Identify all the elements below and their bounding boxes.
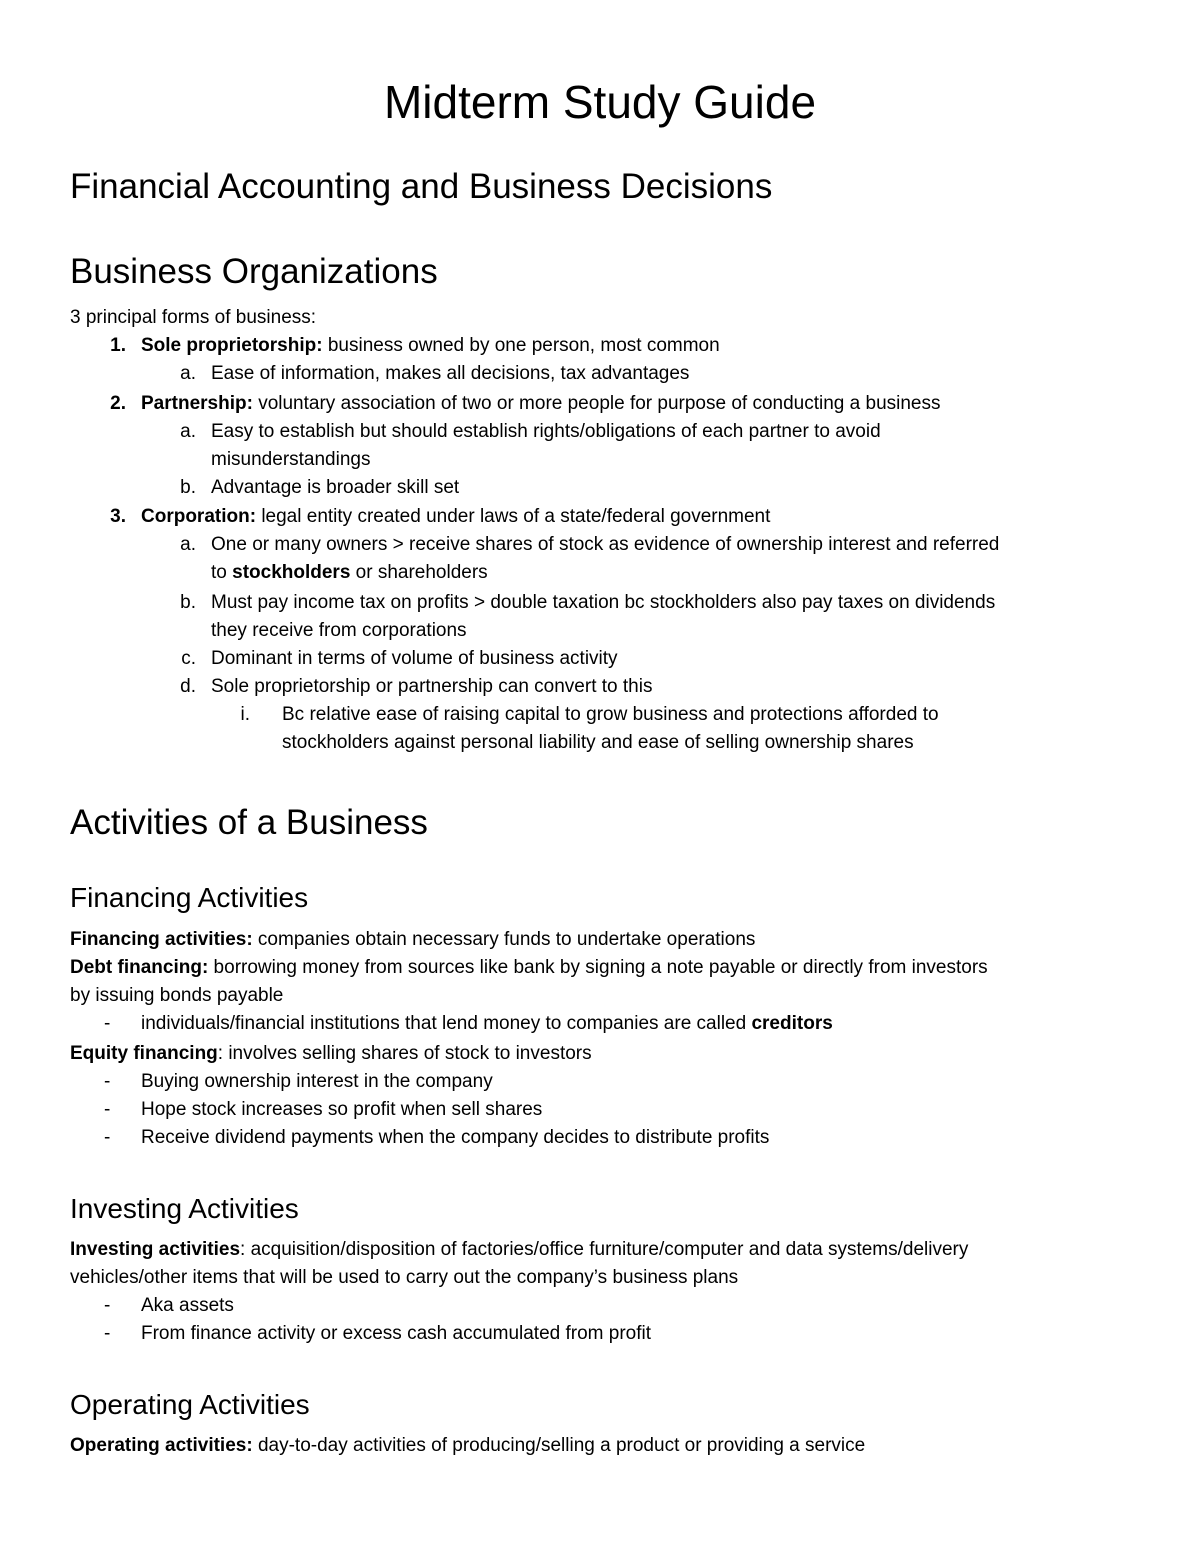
definition: : acquisition/disposition of factories/office furniture/computer and data systems/delivery — [240, 1239, 969, 1260]
list-item-partnership — [141, 390, 940, 418]
term: Corporation: — [141, 506, 257, 527]
term: Partnership: — [141, 393, 253, 414]
definition: voluntary association of two or more people for purpose of conducting a business — [252, 393, 941, 414]
equity-financing-definition — [70, 1040, 592, 1068]
sub-marker: a. — [180, 534, 196, 555]
sub-marker: d. — [180, 676, 196, 697]
sub-marker: a. — [180, 421, 196, 442]
investing-definition — [70, 1236, 968, 1264]
definition: companies obtain necessary funds to undertake operations — [252, 929, 756, 950]
list-number: 1. — [110, 335, 126, 356]
bullet-text — [141, 1010, 833, 1038]
bullet-text: Hope stock increases so profit when sell shares — [141, 1099, 543, 1120]
sub-item-text: Advantage is broader skill set — [211, 477, 460, 498]
text-segment: individuals/financial institutions that lend money to companies are called — [141, 1013, 752, 1034]
business-organizations-heading: Business Organizations — [70, 252, 438, 291]
operating-heading: Operating Activities — [70, 1389, 310, 1420]
term-creditors: creditors — [751, 1013, 833, 1034]
bullet-dash: - — [104, 1099, 111, 1120]
financing-definition — [70, 926, 755, 954]
sub-item-text: Ease of information, makes all decisions, tax advantages — [211, 363, 690, 384]
list-number: 3. — [110, 506, 126, 527]
term: Equity financing — [70, 1043, 218, 1064]
activities-heading: Activities of a Business — [70, 803, 428, 842]
sub-item-text: One or many owners > receive shares of stock as evidence of ownership interest and referred — [211, 534, 1000, 555]
sub-sub-marker: i. — [240, 704, 250, 725]
sub-sub-item-text: Bc relative ease of raising capital to grow business and protections afforded to — [282, 704, 939, 725]
term: Investing activities — [70, 1239, 241, 1260]
operating-definition — [70, 1432, 865, 1460]
document-title: Midterm Study Guide — [383, 76, 817, 128]
bullet-text: Buying ownership interest in the company — [141, 1071, 493, 1092]
bullet-dash: - — [104, 1071, 111, 1092]
sub-item-text: Easy to establish but should establish rights/obligations of each partner to avoid — [211, 421, 881, 442]
list-item-corporation — [141, 503, 770, 531]
investing-heading: Investing Activities — [70, 1193, 299, 1224]
definition: legal entity created under laws of a state/federal government — [256, 506, 771, 527]
bullet-text: Aka assets — [141, 1295, 234, 1316]
sub-item-text — [211, 559, 488, 587]
definition: borrowing money from sources like bank by signing a note payable or directly from investors — [208, 957, 988, 978]
term-stockholders: stockholders — [232, 562, 351, 583]
bullet-dash: - — [104, 1323, 111, 1344]
text-segment: to — [211, 562, 233, 583]
bullet-dash: - — [104, 1295, 111, 1316]
term: Financing activities: — [70, 929, 253, 950]
list-item-sole-proprietorship — [141, 332, 720, 360]
sub-item-text: Sole proprietorship or partnership can convert to this — [211, 676, 653, 697]
financing-heading: Financing Activities — [70, 882, 309, 913]
sub-marker: b. — [180, 592, 196, 613]
sub-marker: b. — [180, 477, 196, 498]
sub-marker: c. — [181, 648, 196, 669]
term: Debt financing: — [70, 957, 209, 978]
forms-intro: 3 principal forms of business: — [70, 307, 317, 328]
sub-item-text: misunderstandings — [211, 449, 371, 470]
term: Sole proprietorship: — [141, 335, 323, 356]
definition: day-to-day activities of producing/selling a product or providing a service — [252, 1435, 866, 1456]
definition: business owned by one person, most common — [322, 335, 720, 356]
definition: : involves selling shares of stock to investors — [217, 1043, 592, 1064]
text-segment: or shareholders — [350, 562, 488, 583]
bullet-dash: - — [104, 1013, 111, 1034]
bullet-text: Receive dividend payments when the company decides to distribute profits — [141, 1127, 770, 1148]
sub-item-text: Dominant in terms of volume of business activity — [211, 648, 618, 669]
bullet-text: From finance activity or excess cash accumulated from profit — [141, 1323, 652, 1344]
sub-sub-item-text: stockholders against personal liability and ease of selling ownership shares — [282, 732, 914, 753]
bullet-dash: - — [104, 1127, 111, 1148]
sub-item-text: Must pay income tax on profits > double taxation bc stockholders also pay taxes on dividends — [211, 592, 996, 613]
sub-item-text: they receive from corporations — [211, 620, 467, 641]
investing-definition-cont: vehicles/other items that will be used to carry out the company’s business plans — [70, 1267, 739, 1288]
term: Operating activities: — [70, 1435, 253, 1456]
debt-financing-definition-cont: by issuing bonds payable — [70, 985, 284, 1006]
sub-marker: a. — [180, 363, 196, 384]
debt-financing-definition — [70, 954, 988, 982]
list-number: 2. — [110, 393, 126, 414]
document-subtitle: Financial Accounting and Business Decisions — [70, 167, 773, 206]
